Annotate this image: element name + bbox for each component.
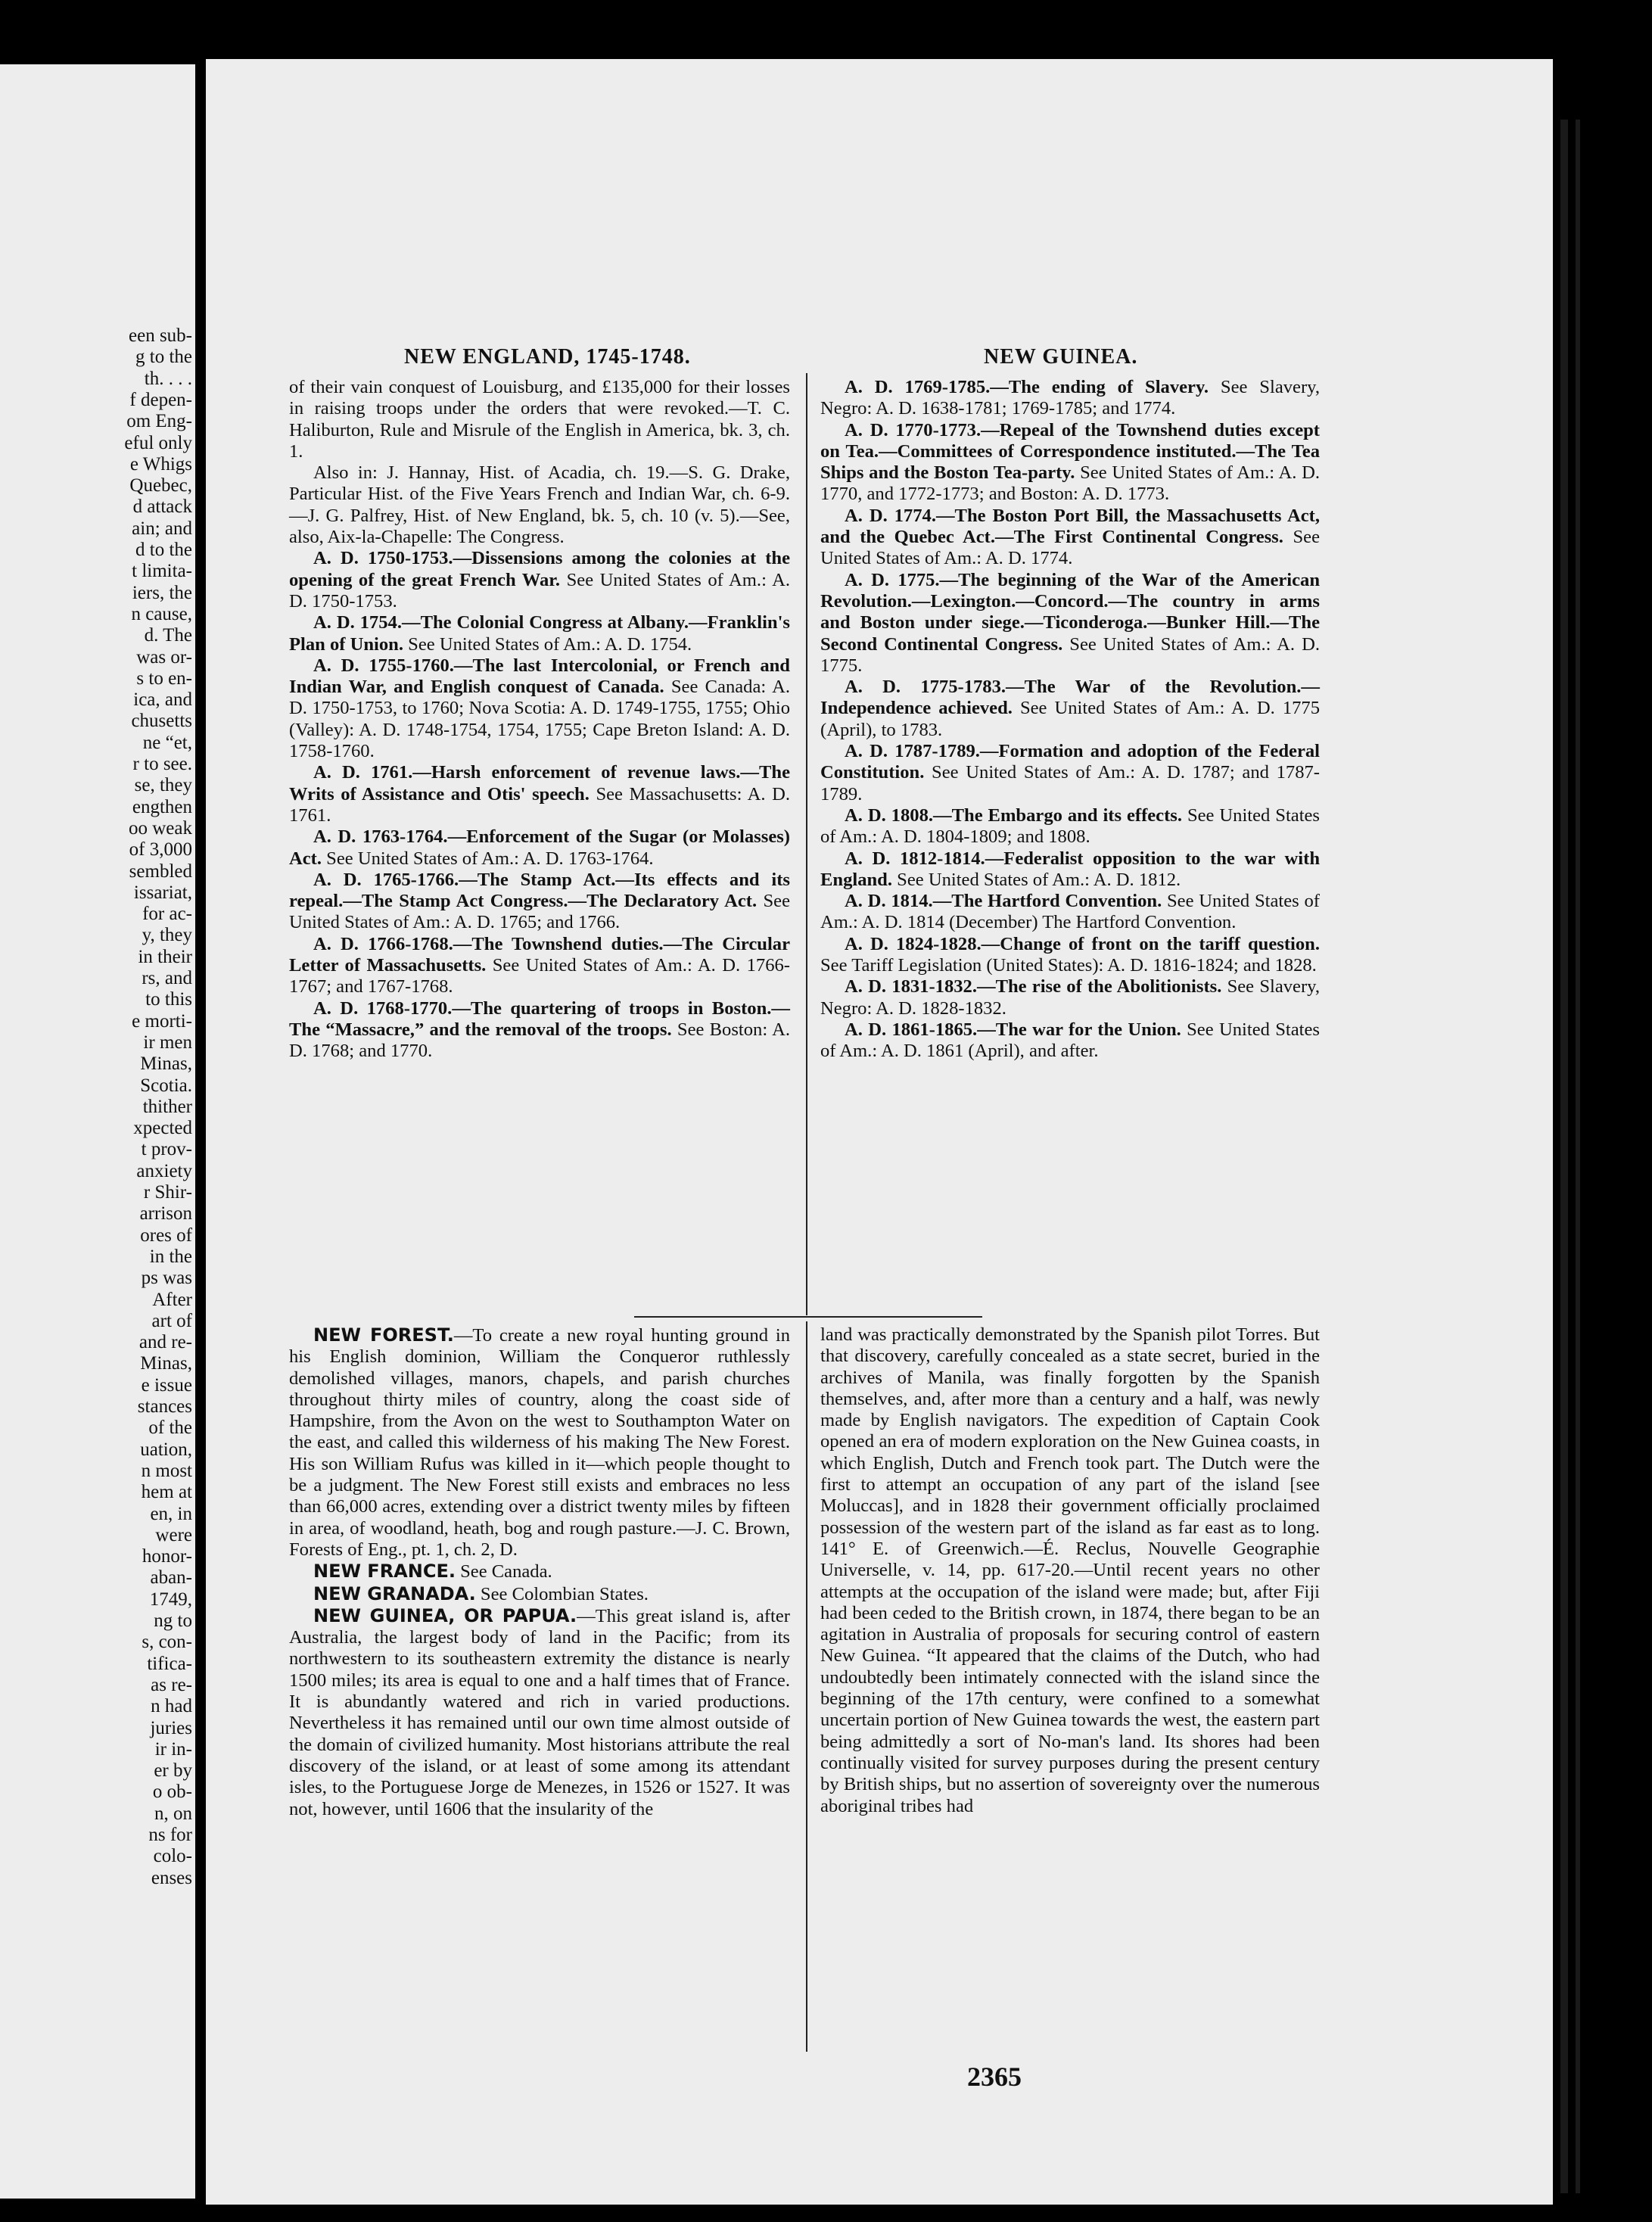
previous-page-line: of 3,000 [129, 839, 192, 860]
previous-page-line: f depen- [129, 389, 192, 410]
entry [289, 462, 790, 548]
previous-page-line: n had [151, 1696, 192, 1717]
previous-page-line: r Shir- [143, 1182, 192, 1203]
entry-text: See Canada: A. D. 1750-1753, to 1760; Nova Scotia: A. D. 1749-1755, 1755; Ohio (Valley): A. D. 1748-1754, 1754, 1755; Cape Breton Island: A. D. 1758-1760. [289, 677, 791, 762]
entry-text: See United States of Am.: A. D. 1814 (December) The Hartford Convention. [820, 891, 1320, 933]
entry [820, 570, 1320, 677]
entry-text: See United States of Am.: A. D. 1804-1809; and 1808. [820, 804, 1321, 848]
entry-text: See Canada. [455, 1561, 552, 1582]
previous-page-line: sembled [129, 860, 192, 882]
entry-heading: A. D. 1765-1766.—The Stamp Act.—Its effects and its repeal.—The Stamp Act Congress.—The Declaratory Act. [289, 869, 790, 912]
previous-page-line: honor- [142, 1546, 192, 1567]
previous-page-line: s to en- [136, 668, 192, 689]
entry-heading: A. D. 1754.—The Colonial Congress at Albany.—Franklin's Plan of Union. [289, 612, 790, 655]
entry-text: Also in: J. Hannay, Hist. of Acadia, ch. 19.—S. G. Drake, Particular Hist. of the Five Years French and Indian War, ch. 6-9.—J. G. Palfrey, Hist. of New England, bk. 5, ch. 10 (v. 5).—See, also, Aix-la-Chapelle: The Congress. [289, 462, 790, 548]
previous-page-line: ps was [141, 1268, 192, 1289]
entry [820, 891, 1320, 934]
previous-page-line: Quebec, [129, 475, 192, 496]
entry [289, 1324, 790, 1561]
entry-text: See United States of Am.: A. D. 1812. [892, 869, 1181, 890]
previous-page-line: d. The [144, 625, 192, 646]
previous-page-line: to this [145, 989, 192, 1010]
previous-page-line: ir men [143, 1032, 192, 1053]
previous-page-line: y, they [142, 925, 192, 946]
previous-page-line: e morti- [132, 1010, 192, 1032]
previous-page-line: ores of [140, 1225, 192, 1246]
entry-text: See United States of Am.: A. D. 1770, and 1772-1773; and Boston: A. D. 1773. [820, 462, 1320, 505]
entry-heading: A. D. 1768-1770.—The quartering of troops in Boston.—The “Massacre,” and the removal of the troops. [289, 997, 790, 1040]
previous-page-line: engthen [132, 796, 192, 817]
column-rule-top [806, 373, 807, 1315]
previous-page-line: as re- [151, 1674, 192, 1695]
entry-heading: A. D. 1763-1764.—Enforcement of the Sugar (or Molasses) Act. [289, 826, 790, 869]
entry-heading: A. D. 1831-1832.—The rise of the Abolitionists. [845, 976, 1222, 997]
entry-text: See Slavery, Negro: A. D. 1828-1832. [820, 976, 1321, 1019]
entry [289, 870, 790, 934]
previous-page-line: en, in [150, 1503, 192, 1524]
entry [820, 848, 1320, 892]
previous-page-line: d attack [132, 496, 192, 518]
previous-page-line: hem at [141, 1482, 192, 1503]
entry [289, 377, 790, 462]
entry [289, 826, 790, 870]
previous-page-line: iers, the [132, 582, 192, 603]
entry-heading: A. D. 1770-1773.—Repeal of the Townshend duties except on Tea.—Committees of Correspondence instituted.—The Tea Ships and the Boston Tea-party. [820, 419, 1320, 484]
entry-heading: A. D. 1861-1865.—The war for the Union. [845, 1019, 1181, 1040]
entry-heading: A. D. 1814.—The Hartford Convention. [845, 891, 1162, 912]
previous-page-line: and re- [138, 1332, 192, 1353]
entry-text: See United States of Am.: A. D. 1763-1764. [322, 848, 654, 869]
previous-page-line: issariat, [133, 882, 192, 903]
entry-heading: A. D. 1750-1753.—Dissensions among the colonies at the opening of the great French War. [289, 548, 790, 590]
entry-text: See United States of Am.: A. D. 1750-1753. [289, 569, 790, 612]
previous-page-line: in the [149, 1246, 192, 1267]
entry-text: of their vain conquest of Louisburg, and £135,000 for their losses in raising troops under the orders that were revoked.—T. C. Haliburton, Rule and Misrule of the English in America, bk. 3, ch. 1. [289, 377, 790, 462]
previous-page-line: chusetts [131, 711, 192, 732]
entry-text: See United States of Am.: A. D. 1774. [820, 527, 1320, 569]
page-number: 2365 [967, 2062, 1022, 2092]
previous-page-line: n most [141, 1460, 192, 1481]
entry-text: See United States of Am.: A. D. 1765; and 1766. [289, 891, 790, 933]
previous-page-line: o ob- [152, 1782, 192, 1803]
entry [820, 506, 1320, 570]
previous-page-line: Scotia. [140, 1075, 192, 1096]
entry [820, 677, 1320, 741]
previous-page-line: thither [142, 1096, 192, 1117]
previous-page-line: e Whigs [129, 453, 192, 475]
entry-text: See Boston: A. D. 1768; and 1770. [289, 1019, 790, 1062]
entry-heading: A. D. 1812-1814.—Federalist opposition to the war with England. [820, 848, 1320, 890]
entry [289, 934, 790, 998]
previous-page-line: t prov- [141, 1139, 192, 1160]
entry-text: See United States of Am.: A. D. 1861 (April), and after. [820, 1019, 1320, 1062]
column-new-forest [289, 1324, 790, 1820]
previous-page-line: g to the [135, 347, 192, 368]
entry-text: —This great island is, after Australia, the largest body of land in the Pacific; from its northwestern to its southeastern extremity the distance is nearly 1500 miles; its area is equal to one and a half times that of France. It is abundantly watered and rich in varied productions. Nevertheless it has remained until our own time almost outside of the domain of civilized humanity. Most historians attribute the real discovery of the island, or at least of some among its attendant isles, to the Portuguese Jorge de Menezes, in 1526 or 1527. It was not, however, until 1606 that the insularity of the [289, 1605, 790, 1819]
previous-page-line: t limita- [132, 561, 192, 582]
previous-page-line: ng to [154, 1610, 192, 1631]
entry-heading: A. D. 1824-1828.—Change of front on the tariff question. [845, 933, 1320, 954]
entry [289, 612, 790, 655]
previous-page-line: er by [154, 1760, 192, 1782]
entry [820, 1324, 1320, 1817]
previous-page-line: ne “et, [142, 732, 192, 753]
previous-page-line: uation, [140, 1439, 192, 1460]
previous-page-line: d to the [135, 540, 192, 560]
previous-page-line: xpected [133, 1118, 192, 1139]
entry [820, 976, 1320, 1019]
entry-heading: A. D. 1775-1783.—The War of the Revolution.—Independence achieved. [820, 677, 1320, 719]
previous-page-line: After [152, 1289, 192, 1310]
entry-text: land was practically demonstrated by the Spanish pilot Torres. But that discovery, carefully concealed as a state secret, buried in the archives of Manila, was finally forgotten by the Spanish themselves, and, after more than a century and a half, was newly made by English navigators. The expedition of Captain Cook opened an era of modern exploration on the New Guinea coasts, in which English, Dutch and French took part. The Dutch were the first to attempt an occupation of any part of the island [see Moluccas], and in 1828 their government officially proclaimed possession of the western part of the island as far east as to long. 141° E. of Greenwich.—É. Reclus, Nouvelle Geographie Universelle, v. 14, pp. 617-20.—Until recent years no other attempts at the occupation of the island were made; but, after Fiji had been ceded to the British crown, in 1874, there began to be an agitation in Australia of proposals for securing control of eastern New Guinea. “It appeared that the claims of the Dutch, who had undoubtedly been intimately connected with the island since the beginning of the 17th century, were confined to a somewhat uncertain portion of New Guinea towards the west, the eastern part being admittedly a sort of No-man's land. Its shores had been continually visited for survey purposes during the present century by British ships, but no assertion of sovereignty over the numerous aboriginal tribes had [820, 1324, 1320, 1816]
entry-text: —To create a new royal hunting ground in his English dominion, William the Conqueror ruthlessly demolished villages, manors, chapels, and parish churches throughout thirty miles of country, along the coast side of Hampshire, from the Avon on the west to Southampton Water on the east, and called this wilderness of his making The New Forest. His son William Rufus was killed in it—which people thought to be a judgment. The New Forest still exists and embraces no less than 66,000 acres, extending over a district twenty miles by fifteen in area, of woodland, heath, bog and rough pasture.—J. C. Brown, Forests of Eng., pt. 1, ch. 2, D. [289, 1325, 790, 1560]
page-edge [1560, 120, 1568, 2193]
previous-page-line: Minas, [140, 1353, 192, 1374]
previous-page-line: om Eng- [126, 411, 192, 432]
previous-page-line: oo weak [129, 817, 192, 839]
previous-page-line: e issue [141, 1374, 192, 1396]
previous-page-line: se, they [134, 775, 192, 796]
previous-page-line: th. . . . [144, 368, 192, 389]
entry-heading: NEW FRANCE. [313, 1561, 456, 1582]
entry-heading: A. D. 1755-1760.—The last Intercolonial, or French and Indian War, and English conquest of Canada. [289, 655, 790, 698]
entry-text: See Massachusetts: A. D. 1761. [289, 783, 790, 826]
entry-text: See United States of Am.: A. D. 1766-1767; and 1767-1768. [289, 955, 790, 997]
entry-text: See United States of Am.: A. D. 1754. [403, 633, 692, 655]
previous-page-line: juries [150, 1717, 192, 1738]
entry-heading: A. D. 1787-1789.—Formation and adoption of the Federal Constitution. [820, 741, 1320, 783]
previous-page-line: in their [138, 946, 192, 967]
previous-page-line: ns for [148, 1825, 192, 1845]
previous-page-line: s, con- [142, 1632, 192, 1653]
previous-page-line: of the [148, 1418, 192, 1439]
entry [289, 998, 790, 1063]
previous-page-fragment [0, 64, 195, 2199]
entry-text: See Colombian States. [475, 1583, 649, 1604]
previous-page-line: was or- [136, 646, 192, 668]
entry-heading: A. D. 1766-1768.—The Townshend duties.—The Circular Letter of Massachusetts. [289, 933, 790, 976]
previous-page-line: were [155, 1524, 192, 1545]
entry [289, 548, 790, 612]
entry [820, 934, 1320, 977]
previous-page-line: ain; and [132, 518, 192, 539]
entry [820, 1019, 1320, 1063]
previous-page-line: eful only [124, 432, 192, 453]
previous-page-line: r to see. [132, 754, 192, 774]
running-header-left: NEW ENGLAND, 1745-1748. [404, 345, 691, 369]
previous-page-line: ica, and [133, 689, 192, 711]
entry [289, 1561, 790, 1582]
entry-heading: A. D. 1808.—The Embargo and its effects. [845, 804, 1183, 826]
section-rule [634, 1316, 982, 1318]
previous-page-line: 1749, [149, 1589, 192, 1610]
entry [820, 805, 1320, 848]
previous-page-line: anxiety [136, 1160, 192, 1181]
previous-page-line: tifica- [147, 1653, 192, 1674]
previous-page-line: n, on [154, 1803, 192, 1824]
previous-page-line: enses [151, 1867, 192, 1888]
main-page [206, 59, 1553, 2205]
entry-text: See Slavery, Negro: A. D. 1638-1781; 1769-1785; and 1774. [820, 377, 1320, 419]
entry-text: See United States of Am.: A. D. 1787; and 1787-1789. [820, 762, 1320, 804]
previous-page-line: for ac- [142, 904, 192, 925]
column-rule-bottom [806, 1321, 807, 2052]
entry-text: See Tariff Legislation (United States): A. D. 1816-1824; and 1828. [820, 955, 1317, 976]
previous-page-line: aban- [150, 1567, 192, 1589]
entry-heading: NEW GUINEA, OR PAPUA. [313, 1604, 577, 1626]
entry [820, 741, 1320, 805]
running-header-right: NEW GUINEA. [984, 345, 1138, 369]
page-edge [1576, 120, 1580, 2193]
column-new-england-right [820, 377, 1320, 1063]
entry-heading: NEW FOREST. [313, 1324, 454, 1346]
previous-page-line: ir in- [154, 1738, 192, 1760]
previous-page-line: een sub- [129, 325, 192, 346]
entry [289, 1583, 790, 1605]
entry-text: See United States of Am.: A. D. 1775 (April), to 1783. [820, 698, 1321, 740]
column-new-england-left [289, 377, 790, 1063]
previous-page-line: n cause, [131, 603, 192, 624]
previous-page-line: stances [137, 1396, 192, 1417]
column-new-guinea [820, 1324, 1320, 1817]
entry [289, 1605, 790, 1820]
previous-page-line: art of [151, 1310, 192, 1331]
previous-page-line: rs, and [142, 968, 192, 988]
entry [289, 655, 790, 762]
previous-page-line: Minas, [140, 1053, 192, 1075]
entry-heading: A. D. 1769-1785.—The ending of Slavery. [845, 377, 1209, 397]
entry-heading: A. D. 1775.—The beginning of the War of the American Revolution.—Lexington.—Concord.—The country in arms and Boston under siege.—Ticonderoga.—Bunker Hill.—The Second Continental Congress. [820, 569, 1320, 655]
previous-page-line: arrison [139, 1203, 192, 1225]
entry [820, 377, 1320, 420]
entry-text: See United States of Am.: A. D. 1775. [820, 633, 1320, 676]
previous-page-line: colo- [153, 1846, 192, 1867]
entry [820, 420, 1320, 506]
entry [289, 762, 790, 826]
entry-heading: NEW GRANADA. [313, 1582, 476, 1604]
entry-heading: A. D. 1761.—Harsh enforcement of revenue laws.—The Writs of Assistance and Otis' speech. [289, 762, 790, 804]
entry-heading: A. D. 1774.—The Boston Port Bill, the Massachusetts Act, and the Quebec Act.—The First Continental Congress. [820, 505, 1320, 548]
